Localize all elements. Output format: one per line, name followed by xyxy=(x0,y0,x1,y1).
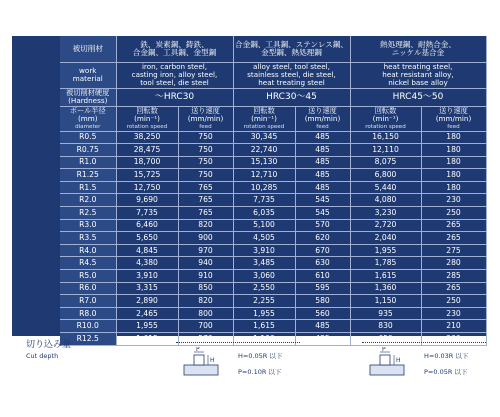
cut-depth-label: 切り込み量 Cut depth xyxy=(26,340,72,360)
rpm-header: 回転数 (min⁻¹) rotation speed xyxy=(233,106,295,131)
workpiece-label: 被切削材 xyxy=(60,36,116,62)
cut-depth-diagram-right xyxy=(364,347,412,381)
feed-cell: 940 xyxy=(178,257,233,270)
rpm-cell: 3,910 xyxy=(116,270,178,283)
rpm-cell: 2,890 xyxy=(116,295,178,308)
feed-cell: 765 xyxy=(178,207,233,220)
ball-radius-cell: R1.0 xyxy=(60,156,116,169)
rpm-cell: 18,700 xyxy=(116,156,178,169)
ball-radius-cell: R1.5 xyxy=(60,181,116,194)
ball-radius-cell: R12.5 xyxy=(60,333,116,346)
feed-cell: 800 xyxy=(178,307,233,320)
rpm-cell: 4,380 xyxy=(116,257,178,270)
rpm-cell: 1,955 xyxy=(116,320,178,333)
feed-cell: 435 xyxy=(295,333,350,346)
rpm-cell: 5,650 xyxy=(116,232,178,245)
feed-cell: 210 xyxy=(421,320,486,333)
feed-cell: 485 xyxy=(295,131,350,144)
rpm-cell: 3,060 xyxy=(233,270,295,283)
rpm-cell: 2,550 xyxy=(233,282,295,295)
rpm-cell: 12,710 xyxy=(233,169,295,182)
feed-cell: 485 xyxy=(295,320,350,333)
feed-cell: 850 xyxy=(178,282,233,295)
feed-cell: 180 xyxy=(421,169,486,182)
ball-radius-cell: R2.5 xyxy=(60,207,116,220)
cut-h-right: H=0.03R 以下 xyxy=(424,352,469,360)
hardness-label: 被切削材硬度 (Hardness) xyxy=(60,88,116,106)
feed-cell: 750 xyxy=(178,156,233,169)
rpm-cell: 2,720 xyxy=(350,219,421,232)
h-mark: H xyxy=(396,357,401,364)
cut-depth-right xyxy=(362,342,486,391)
table-row xyxy=(60,257,486,270)
feed-cell: 900 xyxy=(178,232,233,245)
cut-depth-diagram-left xyxy=(178,347,226,381)
p-mark: P xyxy=(382,347,386,353)
ball-radius-cell: R0.75 xyxy=(60,144,116,157)
feed-cell: 230 xyxy=(421,307,486,320)
ball-radius-cell: R0.5 xyxy=(60,131,116,144)
feed-cell: 545 xyxy=(295,207,350,220)
table-row xyxy=(60,207,486,220)
feed-cell: 970 xyxy=(178,244,233,257)
rpm-cell: 9,690 xyxy=(116,194,178,207)
rpm-cell: 15,725 xyxy=(116,169,178,182)
table-row xyxy=(60,194,486,207)
rpm-cell: 2,255 xyxy=(233,295,295,308)
rpm-header: 回転数 (min⁻¹) rotation speed xyxy=(116,106,178,131)
rpm-cell: 3,230 xyxy=(350,207,421,220)
ball-radius-cell: R3.5 xyxy=(60,232,116,245)
ball-radius-cell: R7.0 xyxy=(60,295,116,308)
rpm-cell: 4,505 xyxy=(233,232,295,245)
table-row xyxy=(60,169,486,182)
ball-radius-label: ボール半径 (mm) diameter xyxy=(60,106,116,131)
ball-radius-cell: R1.25 xyxy=(60,169,116,182)
h-mark: H xyxy=(210,357,215,364)
side-label xyxy=(18,120,58,174)
ball-radius-cell: R10.0 xyxy=(60,320,116,333)
p-mark: P xyxy=(196,347,200,353)
ball-radius-cell: R3.0 xyxy=(60,219,116,232)
ball-radius-cell: R6.0 xyxy=(60,282,116,295)
rpm-cell: 3,315 xyxy=(116,282,178,295)
feed-cell: 670 xyxy=(295,244,350,257)
rpm-cell: 2,465 xyxy=(116,307,178,320)
feed-cell: 250 xyxy=(421,207,486,220)
feed-cell: 560 xyxy=(295,307,350,320)
group-3-hardness: HRC45～50 xyxy=(350,88,486,106)
feed-header: 送り速度 (mm/min) feed xyxy=(178,106,233,131)
rpm-cell: 12,110 xyxy=(350,144,421,157)
feed-cell: 570 xyxy=(295,219,350,232)
feed-header: 送り速度 (mm/min) feed xyxy=(295,106,350,131)
rpm-cell: 1,955 xyxy=(350,244,421,257)
group-2-en: alloy steel, tool steel, stainless steel, die steel, heat treating steel xyxy=(233,62,350,88)
feed-cell: 485 xyxy=(295,181,350,194)
table-row xyxy=(60,295,486,308)
rpm-cell: 12,750 xyxy=(116,181,178,194)
feed-cell: 630 xyxy=(295,257,350,270)
rpm-cell: 8,075 xyxy=(350,156,421,169)
rpm-cell: 3,910 xyxy=(233,244,295,257)
feed-cell: 280 xyxy=(421,257,486,270)
feed-cell: 620 xyxy=(295,232,350,245)
ball-radius-cell: R4.0 xyxy=(60,244,116,257)
feed-cell: 545 xyxy=(295,194,350,207)
feed-cell: 750 xyxy=(178,169,233,182)
table-row xyxy=(60,270,486,283)
feed-cell: 265 xyxy=(421,232,486,245)
rpm-cell: 1,190 xyxy=(233,333,295,346)
rpm-cell: 30,345 xyxy=(233,131,295,144)
feed-cell: 820 xyxy=(178,219,233,232)
rpm-cell: 2,040 xyxy=(350,232,421,245)
rpm-cell: 1,785 xyxy=(350,257,421,270)
group-1-jp: 鉄、炭素鋼、鋳鉄、 合金鋼、工具鋼、金型鋼 xyxy=(116,36,233,62)
table-row xyxy=(60,181,486,194)
rpm-cell: 38,250 xyxy=(116,131,178,144)
ball-radius-cell: R4.5 xyxy=(60,257,116,270)
feed-cell: 820 xyxy=(178,295,233,308)
rpm-cell: 4,845 xyxy=(116,244,178,257)
feed-cell: 485 xyxy=(295,156,350,169)
rpm-cell: 1,615 xyxy=(116,333,178,346)
feed-cell: 250 xyxy=(421,295,486,308)
table-row xyxy=(60,232,486,245)
rpm-cell: 1,615 xyxy=(233,320,295,333)
group-2-jp: 合金鋼、工具鋼、ステンレス鋼、 金型鋼、熱処理鋼 xyxy=(233,36,350,62)
rpm-cell: 1,955 xyxy=(233,307,295,320)
rpm-cell: 830 xyxy=(350,320,421,333)
rpm-cell: 6,800 xyxy=(350,169,421,182)
feed-cell: 275 xyxy=(421,244,486,257)
feed-cell: 200 xyxy=(421,333,486,346)
group-3-jp: 熱処理鋼、耐熱合金、 ニッケル基合金 xyxy=(350,36,486,62)
rpm-cell: 935 xyxy=(350,307,421,320)
rpm-cell: 22,740 xyxy=(233,144,295,157)
rpm-cell: 1,615 xyxy=(350,270,421,283)
table-row xyxy=(60,320,486,333)
feed-cell: 485 xyxy=(295,144,350,157)
rpm-cell: 10,285 xyxy=(233,181,295,194)
group-1-en: iron, carbon steel, casting iron, alloy steel, tool steel, die steel xyxy=(116,62,233,88)
side-label-code: MC xyxy=(29,160,47,173)
table-row xyxy=(60,156,486,169)
ball-radius-cell: R8.0 xyxy=(60,307,116,320)
rpm-cell: 5,100 xyxy=(233,219,295,232)
rpm-cell: 16,150 xyxy=(350,131,421,144)
group-1-hardness: ～HRC30 xyxy=(116,88,233,106)
group-2-hardness: HRC30～45 xyxy=(233,88,350,106)
feed-cell: 750 xyxy=(178,131,233,144)
data-rows xyxy=(60,131,486,345)
feed-cell: 265 xyxy=(421,219,486,232)
table-row xyxy=(60,144,486,157)
feed-cell: 610 xyxy=(295,270,350,283)
table-row xyxy=(60,244,486,257)
table-row xyxy=(60,219,486,232)
rpm-cell: 1,360 xyxy=(350,282,421,295)
cut-h-left: H=0.05R 以下 xyxy=(238,352,283,360)
work-material-label: work material xyxy=(60,62,116,88)
group-3-en: heat treating steel, heat resistant alloy, nickel base alloy xyxy=(350,62,486,88)
rpm-cell: 15,130 xyxy=(233,156,295,169)
cut-depth-left xyxy=(176,342,300,391)
table-row xyxy=(60,282,486,295)
table-row xyxy=(60,131,486,144)
feed-cell: 230 xyxy=(421,194,486,207)
feed-cell: 910 xyxy=(178,270,233,283)
rpm-cell: 650 xyxy=(350,333,421,346)
ball-radius-cell: R2.0 xyxy=(60,194,116,207)
feed-cell: 285 xyxy=(421,270,486,283)
feed-cell: 180 xyxy=(421,131,486,144)
rpm-cell: 7,735 xyxy=(233,194,295,207)
table-row xyxy=(60,307,486,320)
rpm-cell: 6,035 xyxy=(233,207,295,220)
rpm-header: 回転数 (min⁻¹) rotation speed xyxy=(350,106,421,131)
feed-header: 送り速度 (mm/min) feed xyxy=(421,106,486,131)
feed-cell: 180 xyxy=(421,181,486,194)
side-label-jp: 一般 xyxy=(32,122,45,152)
feed-cell: 765 xyxy=(178,194,233,207)
rpm-cell: 4,080 xyxy=(350,194,421,207)
feed-cell: 750 xyxy=(178,144,233,157)
rpm-cell: 28,475 xyxy=(116,144,178,157)
ball-radius-cell: R5.0 xyxy=(60,270,116,283)
cut-p-right: P=0.05R 以下 xyxy=(424,368,468,376)
rpm-cell: 7,735 xyxy=(116,207,178,220)
feed-cell: 570 xyxy=(178,333,233,346)
rpm-cell: 3,485 xyxy=(233,257,295,270)
feed-cell: 180 xyxy=(421,144,486,157)
feed-cell: 595 xyxy=(295,282,350,295)
feed-cell: 485 xyxy=(295,169,350,182)
feed-cell: 180 xyxy=(421,156,486,169)
rpm-cell: 1,150 xyxy=(350,295,421,308)
rpm-cell: 5,440 xyxy=(350,181,421,194)
cutting-conditions-table xyxy=(60,36,487,346)
feed-cell: 580 xyxy=(295,295,350,308)
cut-p-left: P=0.10R 以下 xyxy=(238,368,282,376)
rpm-cell: 6,460 xyxy=(116,219,178,232)
feed-cell: 765 xyxy=(178,181,233,194)
feed-cell: 700 xyxy=(178,320,233,333)
cut-depth-section xyxy=(22,340,486,400)
feed-cell: 265 xyxy=(421,282,486,295)
